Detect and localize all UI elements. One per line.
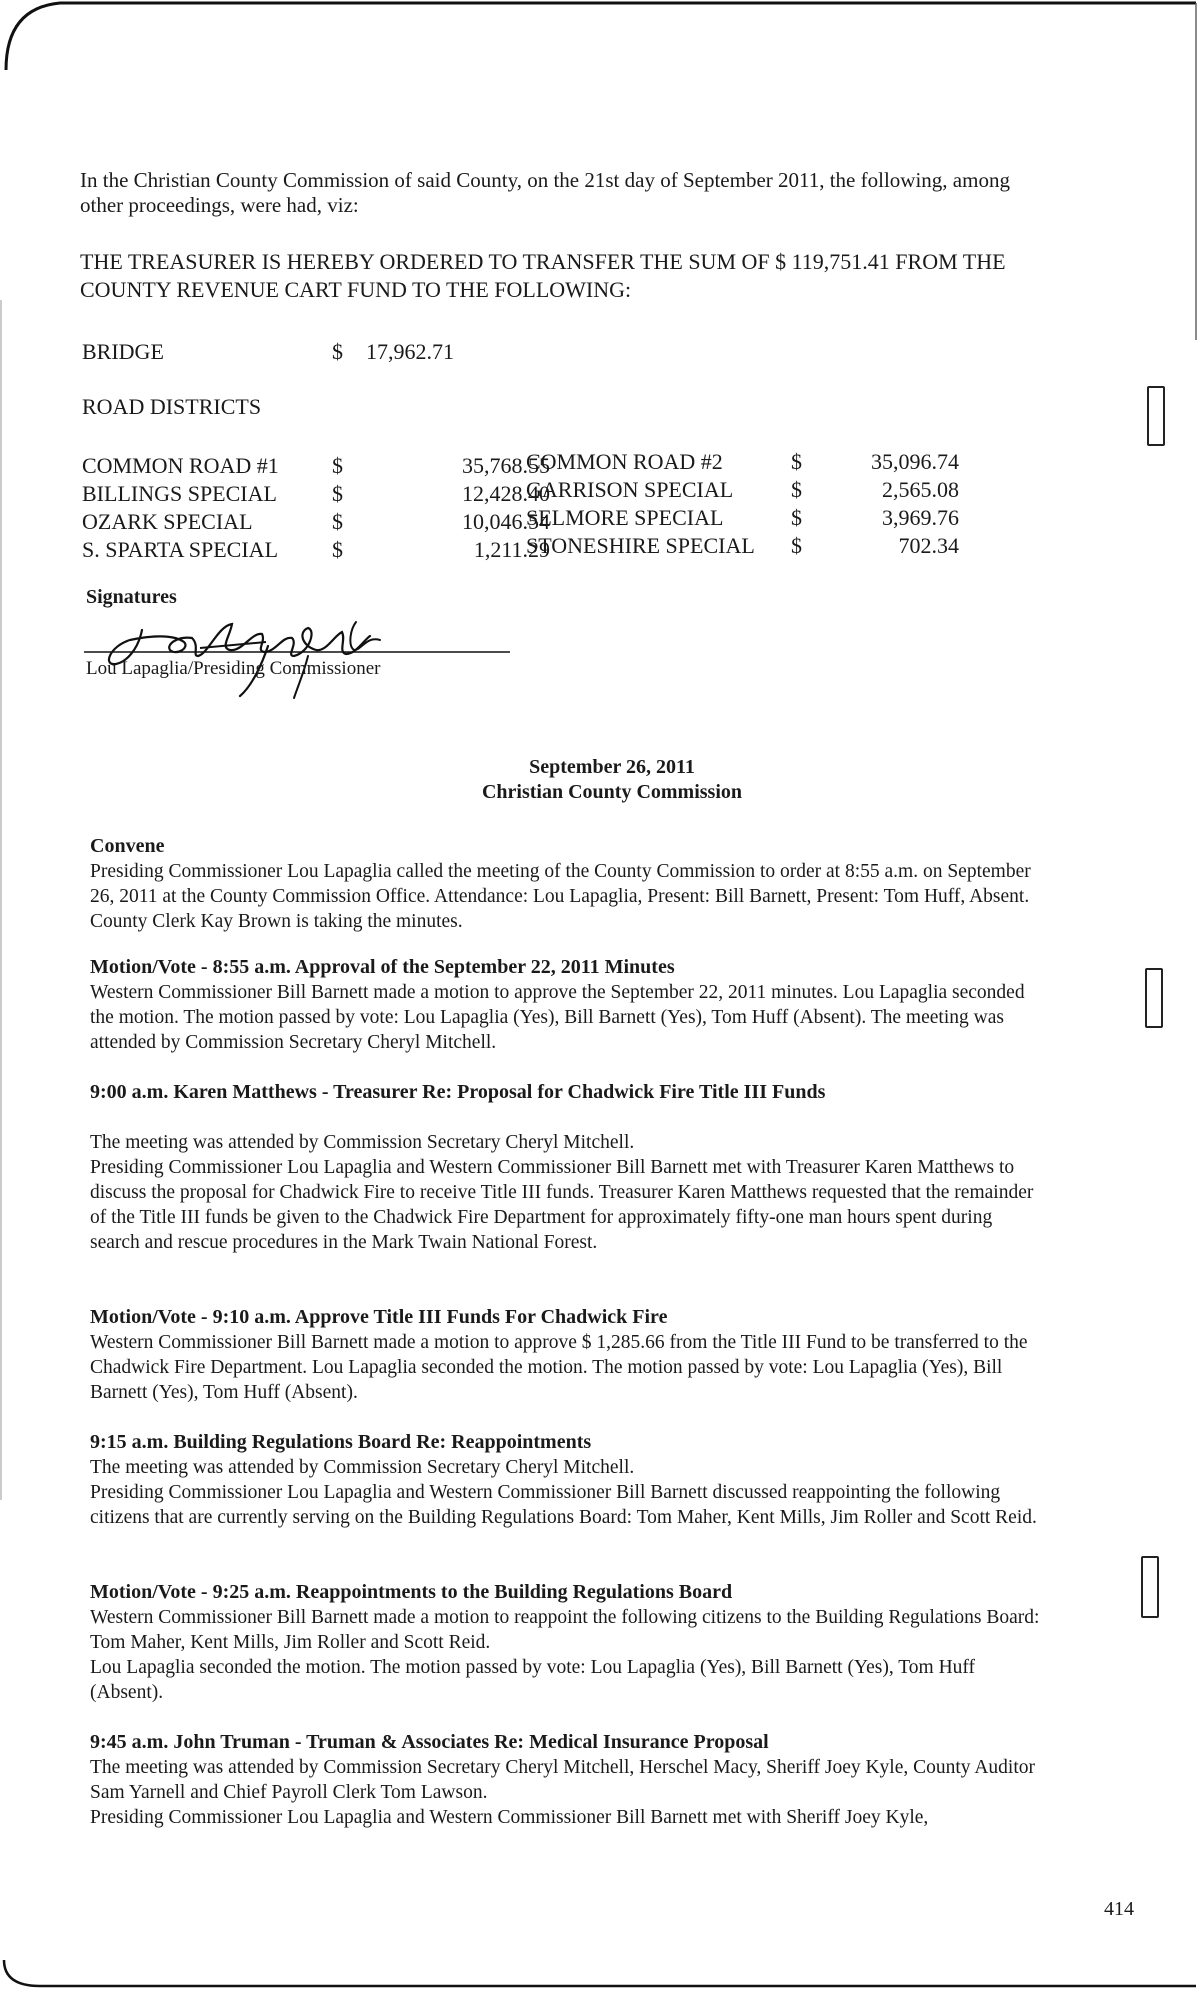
bridge-row: [82, 338, 502, 366]
page-number: 414: [1104, 1898, 1134, 1920]
section-heading-building-board: 9:15 a.m. Building Regulations Board Re: Reappointments: [90, 1431, 592, 1453]
district-row: OZARK SPECIAL $ 10,046.54: [82, 509, 550, 534]
signer-line: Lou Lapaglia/Presiding Commissioner: [86, 658, 381, 679]
section-heading-convene: Convene: [90, 835, 165, 857]
road-districts-heading: ROAD DISTRICTS: [82, 394, 262, 419]
district-row: S. SPARTA SPECIAL $ 1,211.29: [82, 537, 550, 562]
bridge-label: BRIDGE: [82, 339, 164, 364]
section-heading-approve-title-iii: Motion/Vote - 9:10 a.m. Approve Title III Funds For Chadwick Fire: [90, 1306, 668, 1328]
section-body-chadwick-proposal: The meeting was attended by Commission Secretary Cheryl Mitchell. Presiding Commissioner Lou Lapaglia and Western Commissioner Bill Barnett met with Treasurer Karen Matthews to discuss the proposal for Chadwick Fire to receive Title III funds. Treasurer Karen Matthews requested that the remainder of the Title III funds be given to the Chadwick Fire Department for approximately fifty-one man hours spent during search and rescue procedures in the Mark Twain National Forest.: [90, 1132, 1034, 1253]
road-districts-left: [82, 452, 550, 564]
transfer-order: THE TREASURER IS HEREBY ORDERED TO TRANSFER THE SUM OF $ 119,751.41 FROM THE COUNTY REVENUE CART FUND TO THE FOLLOWING:: [80, 249, 1006, 302]
signatures-heading: Signatures: [86, 586, 177, 608]
section-heading-chadwick-proposal: 9:00 a.m. Karen Matthews - Treasurer Re: Proposal for Chadwick Fire Title III Funds: [90, 1081, 826, 1103]
meeting-body: Christian County Commission: [481, 781, 743, 803]
section-body-approve-title-iii: Western Commissioner Bill Barnett made a motion to approve $ 1,285.66 from the Title III Fund to be transferred to the Chadwick Fire Department. Lou Lapaglia seconded the motion. The motion passed by vote: Lou Lapaglia (Yes), Bill Barnett (Yes), Tom Huff (Absent).: [90, 1332, 1028, 1403]
district-row: SELMORE SPECIAL $ 3,969.76: [526, 505, 959, 530]
margin-bracket-mark: [1141, 1556, 1159, 1618]
margin-bracket-mark: [1145, 968, 1163, 1028]
bridge-amount: 17,962.71: [366, 339, 454, 364]
meeting-date: September 26, 2011: [529, 756, 695, 778]
signature-scribble: [80, 606, 520, 702]
section-heading-reappointments: Motion/Vote - 9:25 a.m. Reappointments to the Building Regulations Board: [90, 1581, 733, 1603]
section-heading-approval-minutes: Motion/Vote - 8:55 a.m. Approval of the September 22, 2011 Minutes: [90, 956, 675, 978]
road-districts-right: [526, 448, 959, 560]
section-body-medical-insurance: The meeting was attended by Commission Secretary Cheryl Mitchell, Herschel Macy, Sheriff Joey Kyle, County Auditor Sam Yarnell and Chief Payroll Clerk Tom Lawson. Presiding Commissioner Lou Lapaglia and Western Commissioner Bill Barnett met with Sheriff Joey Kyle,: [90, 1757, 1036, 1828]
district-row: GARRISON SPECIAL $ 2,565.08: [526, 477, 959, 502]
bridge-currency: $: [332, 339, 343, 364]
section-body-convene: Presiding Commissioner Lou Lapaglia called the meeting of the County Commission to order at 8:55 a.m. on September 26, 2011 at the County Commission Office. Attendance: Lou Lapaglia, Present: Bill Barnett, Present: Tom Huff, Absent. County Clerk Kay Brown is taking the minutes.: [90, 861, 1031, 932]
district-row: COMMON ROAD #2 $ 35,096.74: [526, 449, 959, 474]
section-body-building-board: The meeting was attended by Commission Secretary Cheryl Mitchell. Presiding Commissioner Lou Lapaglia and Western Commissioner Bill Barnett discussed reappointing the following citizens that are currently serving on the Building Regulations Board: Tom Maher, Kent Mills, Jim Roller and Scott Reid.: [90, 1457, 1037, 1528]
margin-bracket-mark: [1147, 386, 1165, 446]
district-row: BILLINGS SPECIAL $ 12,428.40: [82, 481, 550, 506]
intro-paragraph: In the Christian County Commission of said County, on the 21st day of September 2011, the following, among other proceedings, were had, viz:: [80, 168, 1010, 217]
district-row: COMMON ROAD #1 $ 35,768.55: [82, 453, 550, 478]
district-row: STONESHIRE SPECIAL $ 702.34: [526, 533, 959, 558]
section-body-reappointments: Western Commissioner Bill Barnett made a motion to reappoint the following citizens to the Building Regulations Board: Tom Maher, Kent Mills, Jim Roller and Scott Reid. Lou Lapaglia seconded the motion. The motion passed by vote: Lou Lapaglia (Yes), Bill Barnett (Yes), Tom Huff (Absent).: [90, 1607, 1040, 1703]
section-heading-medical-insurance: 9:45 a.m. John Truman - Truman & Associates Re: Medical Insurance Proposal: [90, 1731, 769, 1753]
section-body-approval-minutes: Western Commissioner Bill Barnett made a motion to approve the September 22, 2011 minutes. Lou Lapaglia seconded the motion. The motion passed by vote: Lou Lapaglia (Yes), Bill Barnett (Yes), Tom Huff (Absent). The meeting was attended by Commission Secretary Cheryl Mitchell.: [90, 982, 1025, 1053]
